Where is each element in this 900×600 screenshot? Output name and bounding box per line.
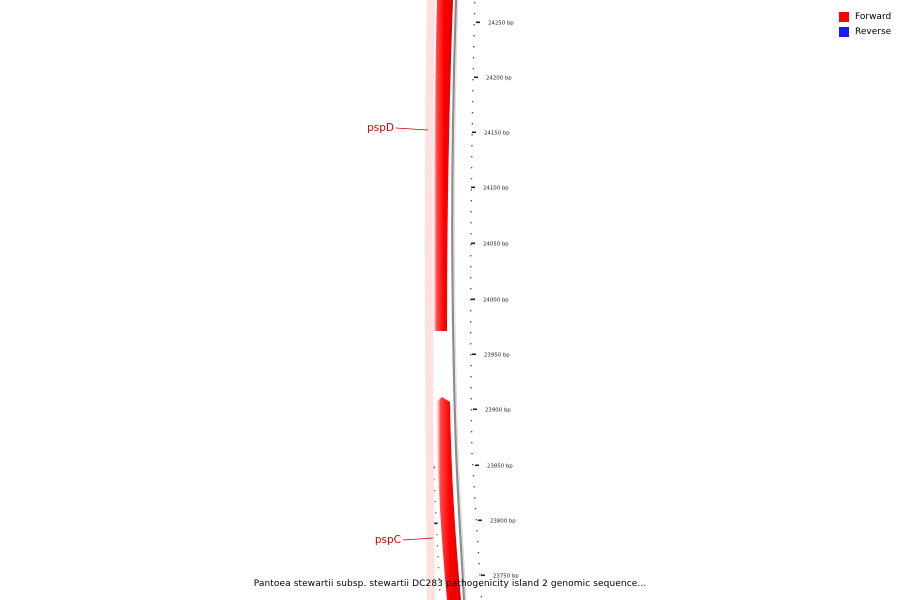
forward-swatch (839, 12, 849, 22)
scale-label: 24200 bp (486, 75, 512, 82)
scale-tick (472, 132, 476, 134)
scale-label: 24150 bp (484, 130, 510, 137)
legend (839, 9, 891, 39)
scale-label: 23950 bp (484, 352, 510, 359)
scale-label: 24050 bp (483, 241, 509, 248)
scale-label: 24250 bp (488, 20, 514, 27)
scale-label: 23900 bp (485, 407, 511, 414)
scale-tick (473, 409, 477, 411)
feature-labels (367, 122, 433, 546)
scale-labels (471, 21, 519, 580)
feature-label-pspc: pspC (374, 534, 401, 546)
scale-tick (475, 465, 479, 467)
scale-label: 24100 bp (483, 185, 509, 192)
scale-tick (481, 575, 485, 577)
sequence-title: Pantoea stewartii subsp. stewartii DC283 pathogenicity island 2 genomic sequence... (253, 579, 647, 589)
legend-label-reverse: Reverse (855, 26, 892, 37)
scale-tick (476, 22, 480, 24)
scale-label: 23800 bp (490, 518, 516, 525)
feature-arc-pspd (433, 0, 453, 331)
reverse-swatch (839, 27, 849, 37)
scale-label: 23750 bp (493, 573, 519, 580)
legend-label-forward: Forward (855, 11, 892, 22)
scale-label: 23850 bp (487, 463, 513, 470)
feature-leader (396, 128, 428, 130)
feature-shadow (429, 0, 431, 600)
scale-label: 24000 bp (483, 297, 509, 304)
legend-item-reverse (839, 24, 891, 39)
scale-tick (471, 243, 475, 245)
legend-item-forward (839, 9, 891, 24)
scale-tick (474, 77, 478, 79)
feature-label-pspd: pspD (367, 122, 394, 134)
scale-tick (478, 520, 482, 522)
scale-tick (472, 354, 476, 356)
backbone-ring-highlight (454, 0, 466, 600)
scale-tick (471, 299, 475, 301)
scale-tick (471, 187, 475, 189)
